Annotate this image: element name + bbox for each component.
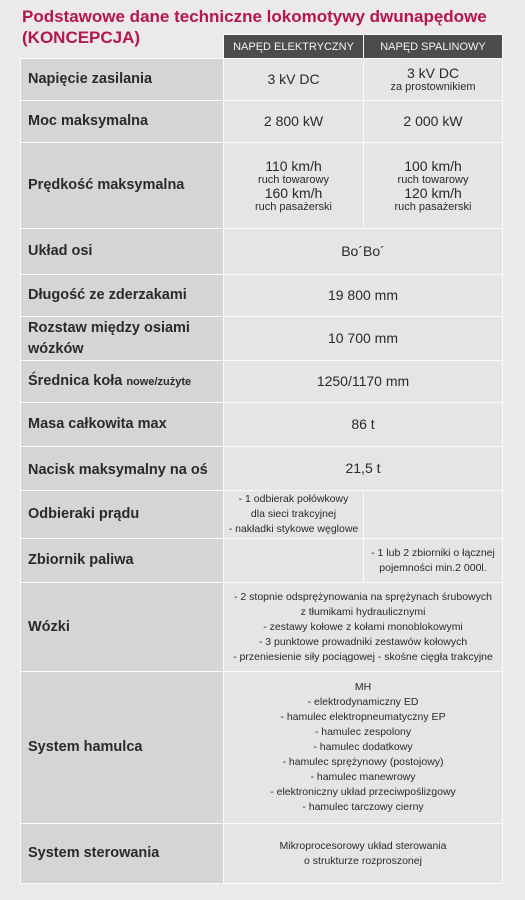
label-srednica [21,361,224,403]
title-line-2: (KONCEPCJA) [22,28,141,47]
row-uklad [21,229,503,275]
label-predkosc: Prędkość maksymalna [21,143,224,229]
wozki-line-1: z tłumikami hydraulicznymi [300,605,426,618]
row-napiecie [21,59,503,101]
napiecie-electric: 3 kV DC [224,59,364,101]
rozstaw-value: 10 700 mm [224,317,503,361]
wozki-line-4: - przeniesienie siły pociągowej - skośne cięgła trakcyjne [233,650,493,663]
uklad-value: Bo´Bo´ [224,229,503,275]
label-masa: Masa całkowita max [21,403,224,447]
hamulec-value [224,672,503,824]
wozki-value [224,583,503,672]
label-rozstaw-line2: wózków [28,340,84,357]
label-rozstaw-line1: Rozstaw między osiami [28,319,190,336]
hamulec-line-0: MH [354,681,372,693]
label-sterowanie: System sterowania [21,824,224,884]
sterowanie-value [224,824,503,884]
label-odbieraki: Odbieraki prądu [21,491,224,539]
wozki-line-0: - 2 stopnie odsprężynowania na sprężynach śrubowych [234,590,492,603]
row-srednica [21,361,503,403]
predkosc-electric-v2: 160 km/h [264,184,323,201]
predkosc-electric-n1: ruch towarowy [258,173,329,186]
predkosc-diesel [364,143,503,229]
header-diesel: NAPĘD SPALINOWY [364,35,503,59]
row-masa [21,403,503,447]
row-wozki [21,583,503,672]
row-sterowanie [21,824,503,884]
label-moc: Moc maksymalna [21,101,224,143]
hamulec-line-4: - hamulec dodatkowy [313,741,413,753]
header-electric: NAPĘD ELEKTRYCZNY [224,35,364,59]
hamulec-line-1: - elektrodynamiczny ED [307,696,419,708]
label-dlugosc: Długość ze zderzakami [21,275,224,317]
label-nacisk: Nacisk maksymalny na oś [21,447,224,491]
wozki-line-2: - zestawy kołowe z kołami monoblokowymi [263,620,463,633]
dlugosc-value: 19 800 mm [224,275,503,317]
napiecie-diesel [364,59,503,101]
row-dlugosc [21,275,503,317]
predkosc-electric [224,143,364,229]
masa-value: 86 t [224,403,503,447]
row-zbiornik [21,539,503,583]
odbieraki-line3: - nakładki stykowe węglowe [228,523,359,535]
predkosc-diesel-v1: 100 km/h [404,157,462,174]
label-rozstaw [21,317,224,361]
zbiornik-diesel [364,539,503,583]
hamulec-line-6: - hamulec manewrowy [310,771,416,783]
napiecie-diesel-note: za prostownikiem [390,81,476,93]
odbieraki-line1: - 1 odbierak połówkowy [238,493,349,505]
header-row [21,35,503,59]
row-rozstaw [21,317,503,361]
header-blank [21,35,224,59]
hamulec-line-5: - hamulec sprężynowy (postojowy) [282,756,444,768]
row-nacisk [21,447,503,491]
predkosc-electric-v1: 110 km/h [265,157,322,174]
moc-electric: 2 800 kW [224,101,364,143]
sterowanie-line1: Mikroprocesorowy układ sterowania [279,839,447,852]
napiecie-diesel-value: 3 kV DC [406,65,460,81]
odbieraki-line2: dla sieci trakcyjnej [250,508,337,520]
row-predkosc [21,143,503,229]
label-srednica-note: nowe/zużyte [126,376,192,388]
label-uklad: Układ osi [21,229,224,275]
row-odbieraki [21,491,503,539]
label-zbiornik: Zbiornik paliwa [21,539,224,583]
row-moc [21,101,503,143]
hamulec-line-7: - elektroniczny układ przeciwpoślizgowy [270,786,456,798]
zbiornik-electric [224,539,364,583]
label-wozki: Wózki [21,583,224,672]
predkosc-diesel-v2: 120 km/h [404,184,462,201]
hamulec-line-3: - hamulec zespolony [314,726,412,738]
srednica-value: 1250/1170 mm [224,361,503,403]
odbieraki-diesel [364,491,503,539]
odbieraki-electric [224,491,364,539]
zbiornik-line2: pojemności min.2 000l. [379,561,487,574]
hamulec-line-2: - hamulec elektropneumatyczny EP [280,711,446,723]
label-napiecie: Napięcie zasilania [21,59,224,101]
label-srednica-text: Średnica koła [28,373,123,389]
moc-diesel: 2 000 kW [364,101,503,143]
predkosc-electric-n2: ruch pasażerski [254,200,333,213]
title-line-1: Podstawowe dane techniczne lokomotywy dwunapędowe [22,7,487,26]
predkosc-diesel-n1: ruch towarowy [397,173,469,186]
row-hamulec [21,672,503,824]
spec-table [20,34,503,884]
nacisk-value: 21,5 t [224,447,503,491]
hamulec-line-8: - hamulec tarczowy cierny [302,801,424,813]
wozki-line-3: - 3 punktowe prowadniki zestawów kołowych [258,635,468,648]
label-hamulec: System hamulca [21,672,224,824]
predkosc-diesel-n2: ruch pasażerski [394,200,472,213]
sterowanie-line2: o strukturze rozproszonej [304,854,422,867]
zbiornik-line1: - 1 lub 2 zbiorniki o łącznej [371,546,495,559]
